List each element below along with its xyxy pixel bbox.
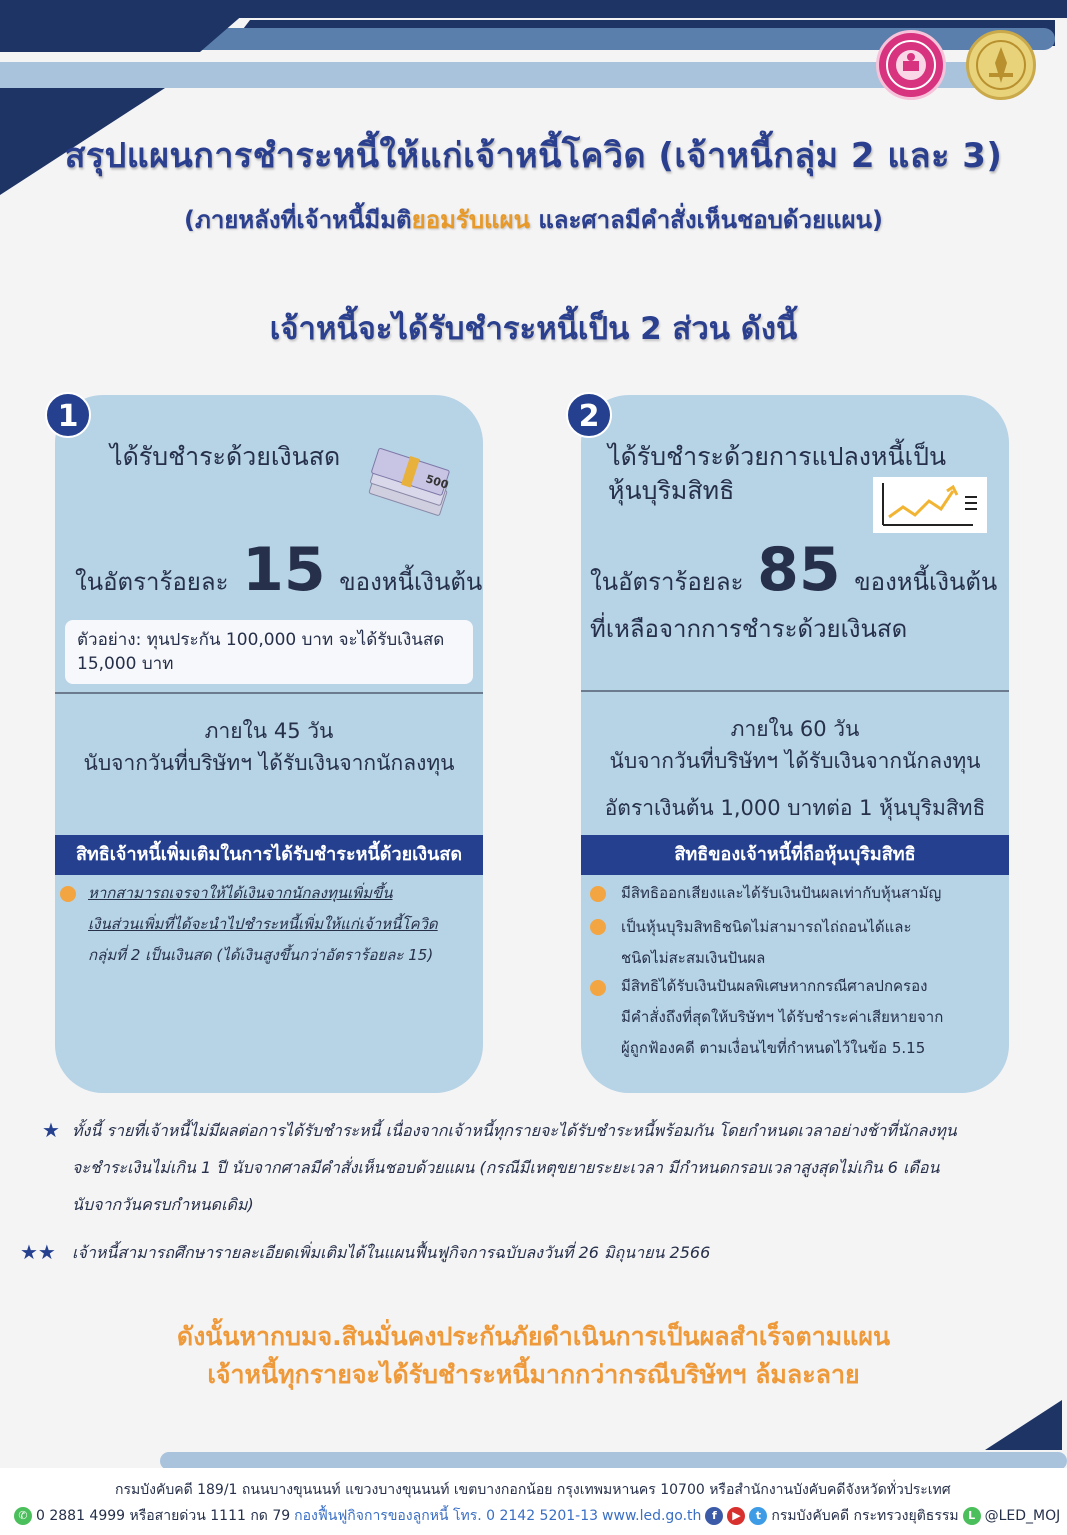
card1-bullet-line2: เงินส่วนเพิ่มที่ได้จะนำไปชำระหนี้เพิ่มให้แก่เจ้าหนี้โควิด [88, 915, 438, 933]
card2-rate [590, 535, 997, 605]
phone-icon: ✆ [14, 1507, 32, 1525]
footer-contacts [14, 1505, 1060, 1527]
card2-bullet2-text [621, 912, 912, 974]
card-preferred-shares [581, 395, 1009, 1093]
subtitle-highlight: ยอมรับแผน [411, 206, 530, 234]
card1-timing-line1: ภายใน 45 วัน [204, 719, 334, 743]
card2-bullet3-line3: ผู้ถูกฟ้องคดี ตามเงื่อนไขที่กำหนดไว้ในข้อ 5.15 [621, 1039, 926, 1057]
card2-rate-line2: ที่เหลือจากการชำระด้วยเงินสด [590, 615, 908, 643]
card2-rights-bar: สิทธิของเจ้าหนี้ที่ถือหุ้นบุริมสิทธิ [581, 835, 1009, 875]
card1-bullet-line3: กลุ่มที่ 2 เป็นเงินสด (ได้เงินสูงขึ้นกว่าอัตราร้อยละ 15) [88, 946, 434, 964]
card1-rate-value: 15 [242, 535, 326, 605]
closing-line2: เจ้าหนี้ทุกรายจะได้รับชำระหนี้มากกว่ากรณีบริษัทฯ ล้มละลาย [207, 1360, 860, 1389]
lead-heading: เจ้าหนี้จะได้รับชำระหนี้เป็น 2 ส่วน ดังนี้ [269, 311, 798, 347]
note1-star-icon: ★ [42, 1118, 60, 1142]
card2-bullet1-line1: มีสิทธิออกเสียงและได้รับเงินปันผลเท่ากับหุ้นสามัญ [621, 884, 942, 902]
note1-line1: ทั้งนี้ รายที่เจ้าหนี้ไม่มีผลต่อการได้รับชำระหนี้ เนื่องจากเจ้าหนี้ทุกรายจะได้รับชำระหนี้พร้อมกัน โดยกำหนดเวลาอย่างช้าที่นักลงทุน [72, 1121, 957, 1140]
crest-gold-icon [969, 33, 1033, 97]
bottom-decoration [0, 1395, 1067, 1470]
card2-bullet2-line2: ชนิดไม่สะสมเงินปันผล [621, 949, 766, 967]
page-title: สรุปแผนการชำระหนี้ให้แก่เจ้าหนี้โควิด (เจ้าหนี้กลุ่ม 2 และ 3) [64, 136, 1003, 176]
footer-line-id[interactable]: @LED_MOJ [984, 1508, 1061, 1524]
note1 [72, 1112, 957, 1223]
card2-rate-value: 85 [757, 535, 841, 605]
card1-rate [75, 535, 482, 605]
note1-line2: จะชำระเงินไม่เกิน 1 ปี นับจากศาลมีคำสั่งเห็นชอบด้วยแผน (กรณีมีเหตุขยายระยะเวลา มีกำหนดกรอบเวลาสูงสุดไม่เกิน 6 เดือน [72, 1158, 940, 1177]
card2-timing-line3: อัตราเงินต้น 1,000 บาทต่อ 1 หุ้นบุริมสิทธิ [604, 796, 986, 820]
card2-bullet2-line1: เป็นหุ้นบุริมสิทธิชนิดไม่สามารถไถ่ถอนได้และ [621, 918, 912, 936]
card2-bullet3-text [621, 971, 943, 1064]
footer-website-link[interactable]: www.led.go.th [602, 1508, 702, 1524]
footer-address: กรมบังคับคดี 189/1 ถนนบางขุนนนท์ แขวงบางขุนนนท์ เขตบางกอกน้อย กรุงเทพมหานคร 10700 หรือสำนักงานบังคับคดีจังหวัดทั่วประเทศ [115, 1482, 951, 1498]
card1-divider [55, 692, 483, 694]
stock-chart-icon [873, 477, 987, 533]
subtitle-before: (ภายหลังที่เจ้าหนี้มีมติ [184, 206, 412, 234]
note2-star-icon: ★★ [20, 1240, 56, 1264]
card1-rate-prefix: ในอัตราร้อยละ [75, 568, 229, 596]
card1-bullet-text [88, 878, 438, 971]
card2-title-line2: หุ้นบุริมสิทธิ [608, 476, 735, 505]
logo-left [876, 30, 946, 100]
card2-title-line1: ได้รับชำระด้วยการแปลงหนี้เป็น [608, 442, 947, 471]
card-cash-payment [55, 395, 483, 1093]
card2-bullet3-line2: มีคำสั่งถึงที่สุดให้บริษัทฯ ได้รับชำระค่าเสียหายจาก [621, 1008, 944, 1026]
line-icon[interactable]: L [963, 1507, 981, 1525]
subtitle-after: และศาลมีคำสั่งเห็นชอบด้วยแผน) [529, 206, 883, 234]
card2-rate-prefix: ในอัตราร้อยละ [590, 568, 744, 596]
note1-line3: นับจากวันครบกำหนดเดิม) [72, 1195, 254, 1214]
logo-right [966, 30, 1036, 100]
card1-bullet-line1: หากสามารถเจรจาให้ได้เงินจากนักลงทุนเพิ่มขึ้น [88, 884, 393, 902]
card2-bullet1-dot [590, 886, 606, 902]
cash-stack-icon [363, 440, 463, 520]
youtube-icon[interactable]: ▶ [727, 1507, 745, 1525]
card1-rights-bar: สิทธิเจ้าหนี้เพิ่มเติมในการได้รับชำระหนี้ด้วยเงินสด [55, 835, 483, 875]
facebook-icon[interactable]: f [705, 1507, 723, 1525]
card1-timing-line2: นับจากวันที่บริษัทฯ ได้รับเงินจากนักลงทุน [83, 751, 455, 775]
twitter-icon[interactable]: t [749, 1507, 767, 1525]
page-subtitle [0, 200, 1067, 239]
card2-bullet3-dot [590, 980, 606, 996]
card1-title: ได้รับชำระด้วยเงินสด [110, 442, 341, 471]
card2-bullet1-text [621, 878, 941, 909]
card2-number-badge: 2 [566, 392, 612, 438]
card1-bullet-dot [60, 886, 76, 902]
note2: เจ้าหนี้สามารถศึกษารายละเอียดเพิ่มเติมได้ในแผนฟื้นฟูกิจการฉบับลงวันที่ 26 มิถุนายน 2566 [72, 1243, 711, 1262]
card1-example [65, 620, 473, 684]
card2-rate-suffix: ของหนี้เงินต้น [854, 568, 998, 596]
card2-timing-line1: ภายใน 60 วัน [730, 717, 860, 741]
closing-line1: ดังนั้นหากบมจ.สินมั่นคงประกันภัยดำเนินการเป็นผลสำเร็จตามแผน [176, 1322, 891, 1351]
card1-example-line2: 15,000 บาท [77, 654, 174, 674]
footer-dept: กรมบังคับคดี กระทรวงยุติธรรม [771, 1508, 959, 1524]
card1-number-badge: 1 [45, 392, 91, 438]
crest-pink-icon [879, 33, 943, 97]
card2-timing-line2: นับจากวันที่บริษัทฯ ได้รับเงินจากนักลงทุน [609, 749, 981, 773]
cash-denomination: 500 [424, 472, 450, 492]
footer-fund[interactable]: กองฟื้นฟูกิจการของลูกหนี้ โทร. 0 2142 5201-13 [294, 1508, 599, 1524]
card2-bullet2-dot [590, 919, 606, 935]
footer-phone: 0 2881 4999 หรือสายด่วน 1111 กด 79 [36, 1508, 291, 1524]
card2-divider [581, 690, 1009, 692]
card1-rate-suffix: ของหนี้เงินต้น [339, 568, 483, 596]
card1-example-line1: ตัวอย่าง: ทุนประกัน 100,000 บาท จะได้รับเงินสด [77, 630, 445, 650]
card2-bullet3-line1: มีสิทธิได้รับเงินปันผลพิเศษหากกรณีศาลปกครอง [621, 977, 928, 995]
